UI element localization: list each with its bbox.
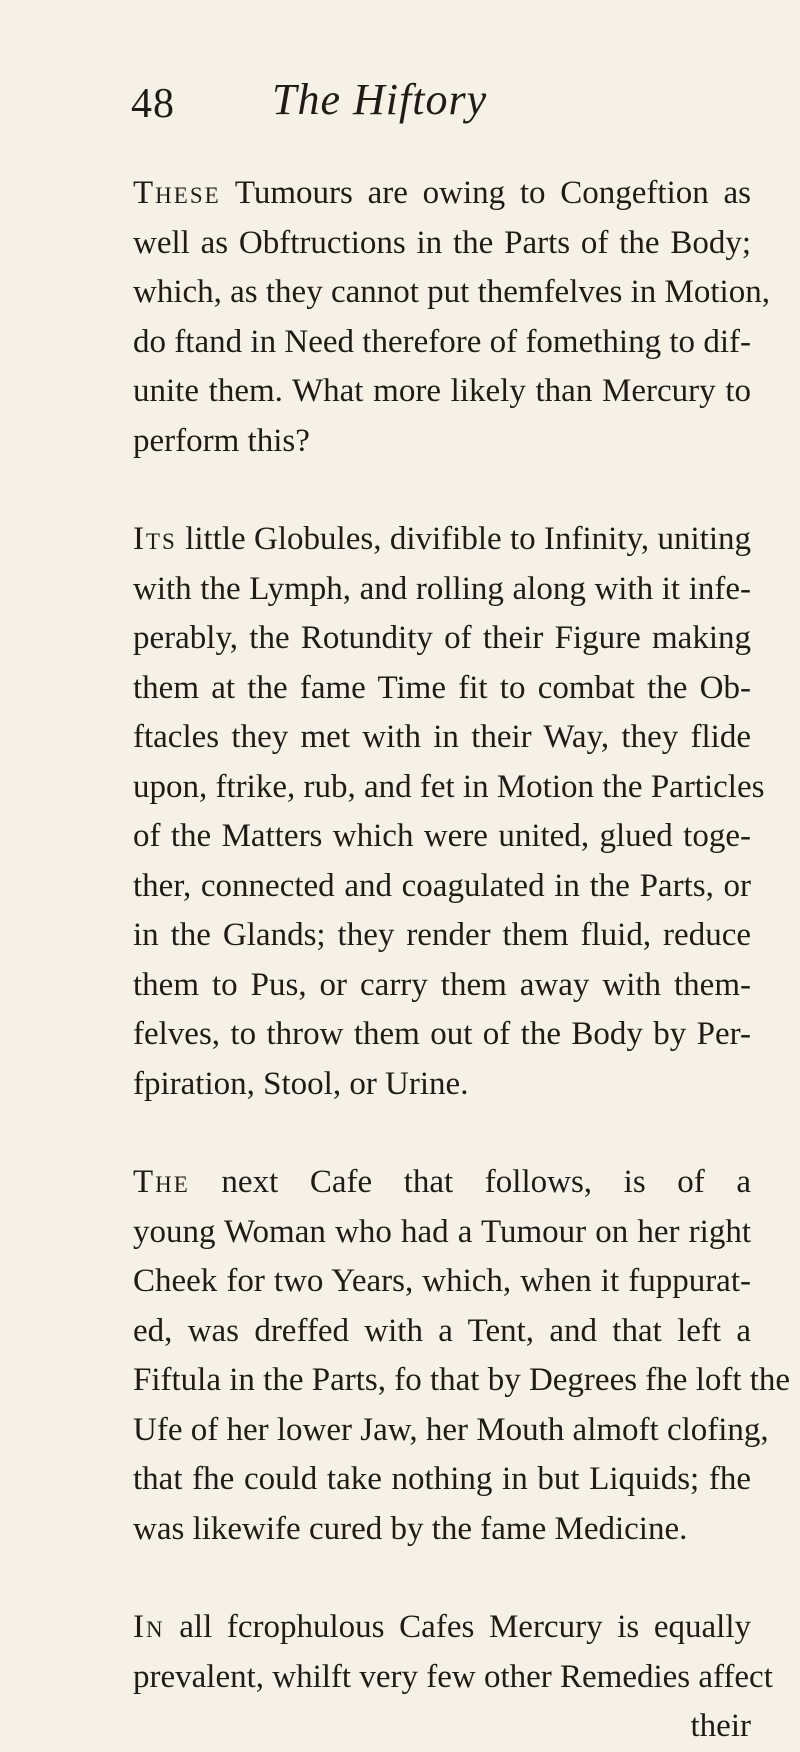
text-line: ther, connected and coagulated in the Parts, or [133,867,751,904]
text-line: prevalent, whilft very few other Remedies affect [133,1658,773,1695]
text-line: ed, was dreffed with a Tent, and that left a [133,1312,751,1349]
text-line: upon, ftrike, rub, and fet in Motion the Particles [133,768,765,805]
text-line: was likewife cured by the fame Medicine. [133,1510,688,1547]
text-line: them at the fame Time fit to combat the Ob- [133,669,751,706]
lead-word: The [133,1164,190,1200]
paragraph [133,1158,791,1554]
text-line: The next Cafe that follows, is of a [133,1164,751,1200]
text-line: felves, to throw them out of the Body by Per- [133,1016,751,1052]
text-line: do ftand in Need therefore of fomething to dif- [133,323,751,360]
text-line: perform this? [133,422,310,459]
lead-word: Its [133,521,177,557]
page-number: 48 [131,81,175,127]
text-line: them to Pus, or carry them away with them- [133,966,751,1003]
text-line: unite them. What more likely than Mercury to [133,373,751,409]
text-line: which, as they cannot put themfelves in Motion, [133,274,770,310]
page-header [0,70,800,150]
text-line: Fiftula in the Parts, fo that by Degrees fhe loft the [133,1362,791,1398]
catchword: their [690,1708,751,1744]
text-line: ftacles they met with in their Way, they flide [133,719,751,755]
body-text [133,169,791,1752]
paragraph [133,515,765,1109]
lead-word: These [133,175,221,211]
paragraph [133,169,770,466]
text-line: fpiration, Stool, or Urine. [133,1065,469,1102]
text-line: young Woman who had a Tumour on her right [133,1213,751,1250]
text-line: of the Matters which were united, glued toge- [133,818,751,854]
text-line: perably, the Rotundity of their Figure making [133,620,751,656]
text-line: that fhe could take nothing in but Liquids; fhe [133,1461,751,1497]
text-line: Ufe of her lower Jaw, her Mouth almoft clofing, [133,1411,769,1448]
text-line: well as Obftructions in the Parts of the Body; [133,224,751,261]
text-line: These Tumours are owing to Congeftion as [133,175,751,211]
text-line: in the Glands; they render them fluid, reduce [133,917,751,953]
text-line: with the Lymph, and rolling along with it infe- [133,570,751,607]
paragraph [133,1603,773,1752]
text-line: Cheek for two Years, which, when it fuppurat- [133,1263,751,1299]
text-line: Its little Globules, divifible to Infinity, uniting [133,521,751,557]
running-title: The Hiftory [272,75,488,124]
text-line: In all fcrophulous Cafes Mercury is equally [133,1609,751,1645]
lead-word: In [133,1609,165,1645]
